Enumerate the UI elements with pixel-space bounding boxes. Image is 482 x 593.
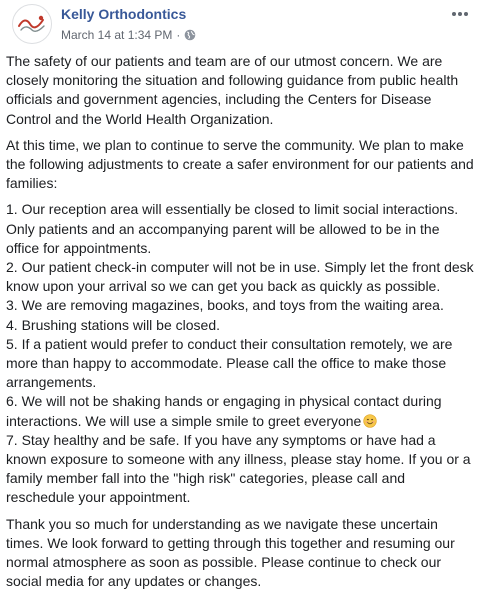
adjustments-list bbox=[6, 200, 474, 507]
post-paragraph-intro: The safety of our patients and team are of our utmost concern. We are closely monitoring the situation and following guidance from public health officials and government agencies, including the Centers for Disease Control and the World Health Organization. bbox=[6, 53, 459, 127]
post-paragraph-closing: Thank you so much for understanding as we navigate these uncertain times. We look forward to getting through this together and resuming our normal atmosphere as soon as possible. Please continue to check our social media for any updates or changes. bbox=[6, 515, 455, 590]
list-item-text: 6. We will not be shaking hands or engaging in physical contact during interactions. We will use a simple smile to greet everyone bbox=[6, 393, 442, 429]
list-item: 7. Stay healthy and be safe. If you have any symptoms or have had a known exposure to someone with any illness, please stay home. If you or a family member fall into the "high risk" categories, please call and reschedule your appointment. bbox=[6, 431, 471, 506]
more-options-icon[interactable] bbox=[450, 8, 470, 20]
post-timestamp[interactable]: March 14 at 1:34 PM bbox=[61, 28, 173, 42]
page-name-link[interactable]: Kelly Orthodontics bbox=[61, 6, 187, 22]
smiling-face-emoji-icon bbox=[363, 414, 377, 428]
list-item: 4. Brushing stations will be closed. bbox=[6, 316, 220, 333]
list-item: 2. Our patient check-in computer will not be in use. Simply let the front desk know upon your arrival so we can get you back as quickly as possible. bbox=[6, 259, 474, 295]
post-meta bbox=[61, 28, 196, 42]
page-avatar[interactable] bbox=[12, 4, 52, 44]
post-body bbox=[6, 52, 476, 591]
post-paragraph-plan: At this time, we plan to continue to serve the community. We plan to make the following adjustments to create a safer environment for our patients and families: bbox=[6, 136, 474, 192]
post-header bbox=[6, 0, 476, 52]
kelly-orthodontics-logo-icon bbox=[13, 5, 51, 43]
list-item: 3. We are removing magazines, books, and toys from the waiting area. bbox=[6, 297, 444, 314]
list-item: 5. If a patient would prefer to conduct their consultation remotely, we are more than happy to accommodate. Please call the office to make those arrangements. bbox=[6, 335, 453, 391]
meta-separator: · bbox=[176, 28, 181, 42]
list-item: 1. Our reception area will essentially be closed to limit social interactions. Only patients and an accompanying parent will be allowed to be in the office for appointments. bbox=[6, 201, 459, 256]
globe-icon[interactable] bbox=[184, 29, 196, 41]
list-item-with-emoji bbox=[6, 392, 474, 430]
